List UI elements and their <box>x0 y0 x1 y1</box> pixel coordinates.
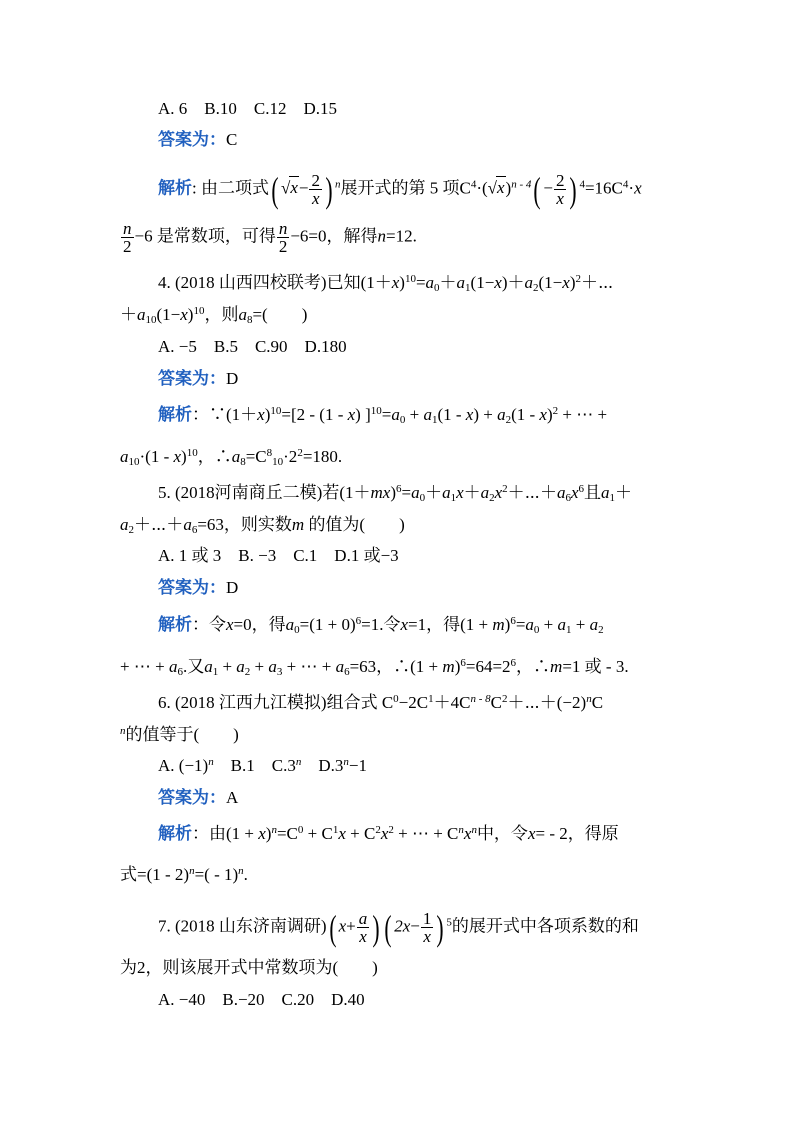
q5-solution-line1: 解析：令x=0，得$a_0=(1 + 0)^6=1$.令x=1，得$(1 + m)^6=a_0 + a_1 + a_2$ <box>158 615 604 636</box>
q3-solution-line1: 解析: 由二项式( √x− $\frac{2}{x}$ ) $^n$展开式的第 5 项$C^4\cdot(√x)^{n - 4}$( − $\frac{2}{x}$ ) $^4=16C^4\cdot x$ <box>158 170 642 211</box>
q5-line1: 5. (2018河南商丘二模)若$(1+mx)^6=a_0+a_1x+a_2x^2+\cdots+a_6x^6$且$a_1+$ <box>158 483 633 504</box>
q6-line1: 6. (2018 江西九江模拟)组合式 $C^0-2C^1+4C^{n - 8}C^2+\cdots+(-2)^nC$ <box>158 693 604 712</box>
q6-solution-line1: 解析：由$(1 + x)^n=C^0 + C^1x + C^2x^2$ + ⋯ + $C^nx^n$中，令x= - 2，得原 <box>158 824 619 843</box>
q3-options: A. 6 B.10 C.12 D.15 <box>158 99 337 118</box>
q6-options: A. $(-1)^n$ B.1 C.3$^n$ $D.3^n-1$ <box>158 756 367 775</box>
q7-line1: 7. (2018 山东济南调研)( x+ $\frac{a}{x}$ ) ( 2x− $\frac{1}{x}$ ) $^5$的展开式中各项系数的和 <box>158 908 639 949</box>
q7-options: A. −40 B.−20 C.20 D.40 <box>158 990 365 1009</box>
q5-options: A. 1 或 3 B. −3 C.1 D.1 或−3 <box>158 546 399 565</box>
q6-solution-line2: 式=(1 - 2)$^n$=( - 1)$^n$. <box>120 865 248 884</box>
q4-solution-line1: 解析：$\because(1+x)^{10}=[2 - (1 - x) ]^{10}=a_0 + a_1(1 - x) + a_2(1 - x)^2$ + ⋯ + <box>158 405 608 426</box>
q4-solution-line2: $a_{10}\cdot(1 - x)^{10}$，$\therefore a_8=C^8_{10}\cdot 2^2=180$. <box>120 447 343 468</box>
q3-answer: 答案为：C <box>158 130 238 149</box>
q3-solution-line2: $\frac{n}{2}$ −6 是常数项，可得 $\frac{n}{2}$ −6=0，解得n=12. <box>123 219 417 256</box>
q4-line1: 4. (2018 山西四校联考)已知$(1+x)^{10}=a_0+a_1(1-x)+a_2(1-x)^2+\cdots$ <box>158 273 614 294</box>
q6-line2: $^n$的值等于( ) <box>120 725 239 744</box>
q7-line2: 为2，则该展开式中常数项为( ) <box>120 958 378 977</box>
q6-answer: 答案为：A <box>158 788 239 807</box>
q5-line2: $a_2+\cdots+a_6=63$，则实数m 的值为( ) <box>120 515 405 536</box>
q5-solution-line2: + ⋯ + $a_6$.又$a_1 + a_2 + a_3$ + ⋯ + $a_6=63$，∴(1 + $m)^6=64=2^6$，∴m=1 或 - 3. <box>120 657 629 678</box>
q4-options: A. −5 B.5 C.90 D.180 <box>158 337 347 356</box>
q5-answer: 答案为：D <box>158 578 239 597</box>
q4-line2: $+a_{10}(1-x)^{10}$，则$a_8=$( ) <box>120 305 308 326</box>
q4-answer: 答案为：D <box>158 369 239 388</box>
